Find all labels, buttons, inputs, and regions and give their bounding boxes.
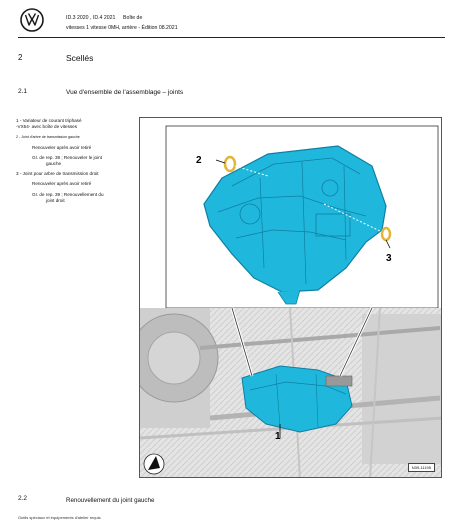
legend-item-3-note: Renouveler après avoir retiré Gr. de rep. 39 ; Renouvellement du joint droit [32, 181, 104, 203]
header-doc-type: Boîte de [123, 15, 143, 21]
section-number: 2 [18, 53, 23, 62]
callout-3: 3 [386, 253, 392, 264]
subsection-number: 2.1 [18, 88, 28, 95]
subsection-title: Vue d'ensemble de l'assemblage – joints [66, 89, 184, 96]
cut-off-text: Outils spéciaux et équipements d'atelier requis [18, 515, 101, 520]
next-subsection-title: Renouvellement du joint gauche [66, 497, 155, 504]
next-subsection-number: 2.2 [18, 495, 28, 502]
assembly-illustration [140, 118, 442, 478]
legend-item-3: 3 - Joint pour arbre de transmission droit [16, 171, 99, 177]
figure-code: N39-11195 [408, 463, 435, 472]
callout-1: 1 [275, 431, 281, 442]
section-title: Scellés [66, 53, 94, 63]
figure-legend [16, 118, 128, 208]
legend-item-1: 1 - Variateur de courant triphasé -VX54- avec boîte de vitesses [16, 118, 82, 130]
header-edition: vitesses 1 vitesse 0MH, arrière - Édition 08.2021 [66, 25, 178, 31]
assembly-figure [139, 117, 442, 478]
header-model-1: ID.3 2020 [66, 15, 89, 21]
vw-logo-icon [20, 8, 44, 32]
legend-item-2-note: Renouveler après avoir retiré Gr. de rep. 39 ; Renouveler le joint gauche [32, 144, 102, 167]
header-model-2: , ID.4 2021 [90, 15, 116, 21]
header-divider [18, 37, 445, 38]
legend-item-2: 2 - Joint d'arbre de transmission gauche [16, 135, 80, 140]
callout-2: 2 [196, 155, 202, 166]
direction-arrow-icon [144, 454, 164, 474]
